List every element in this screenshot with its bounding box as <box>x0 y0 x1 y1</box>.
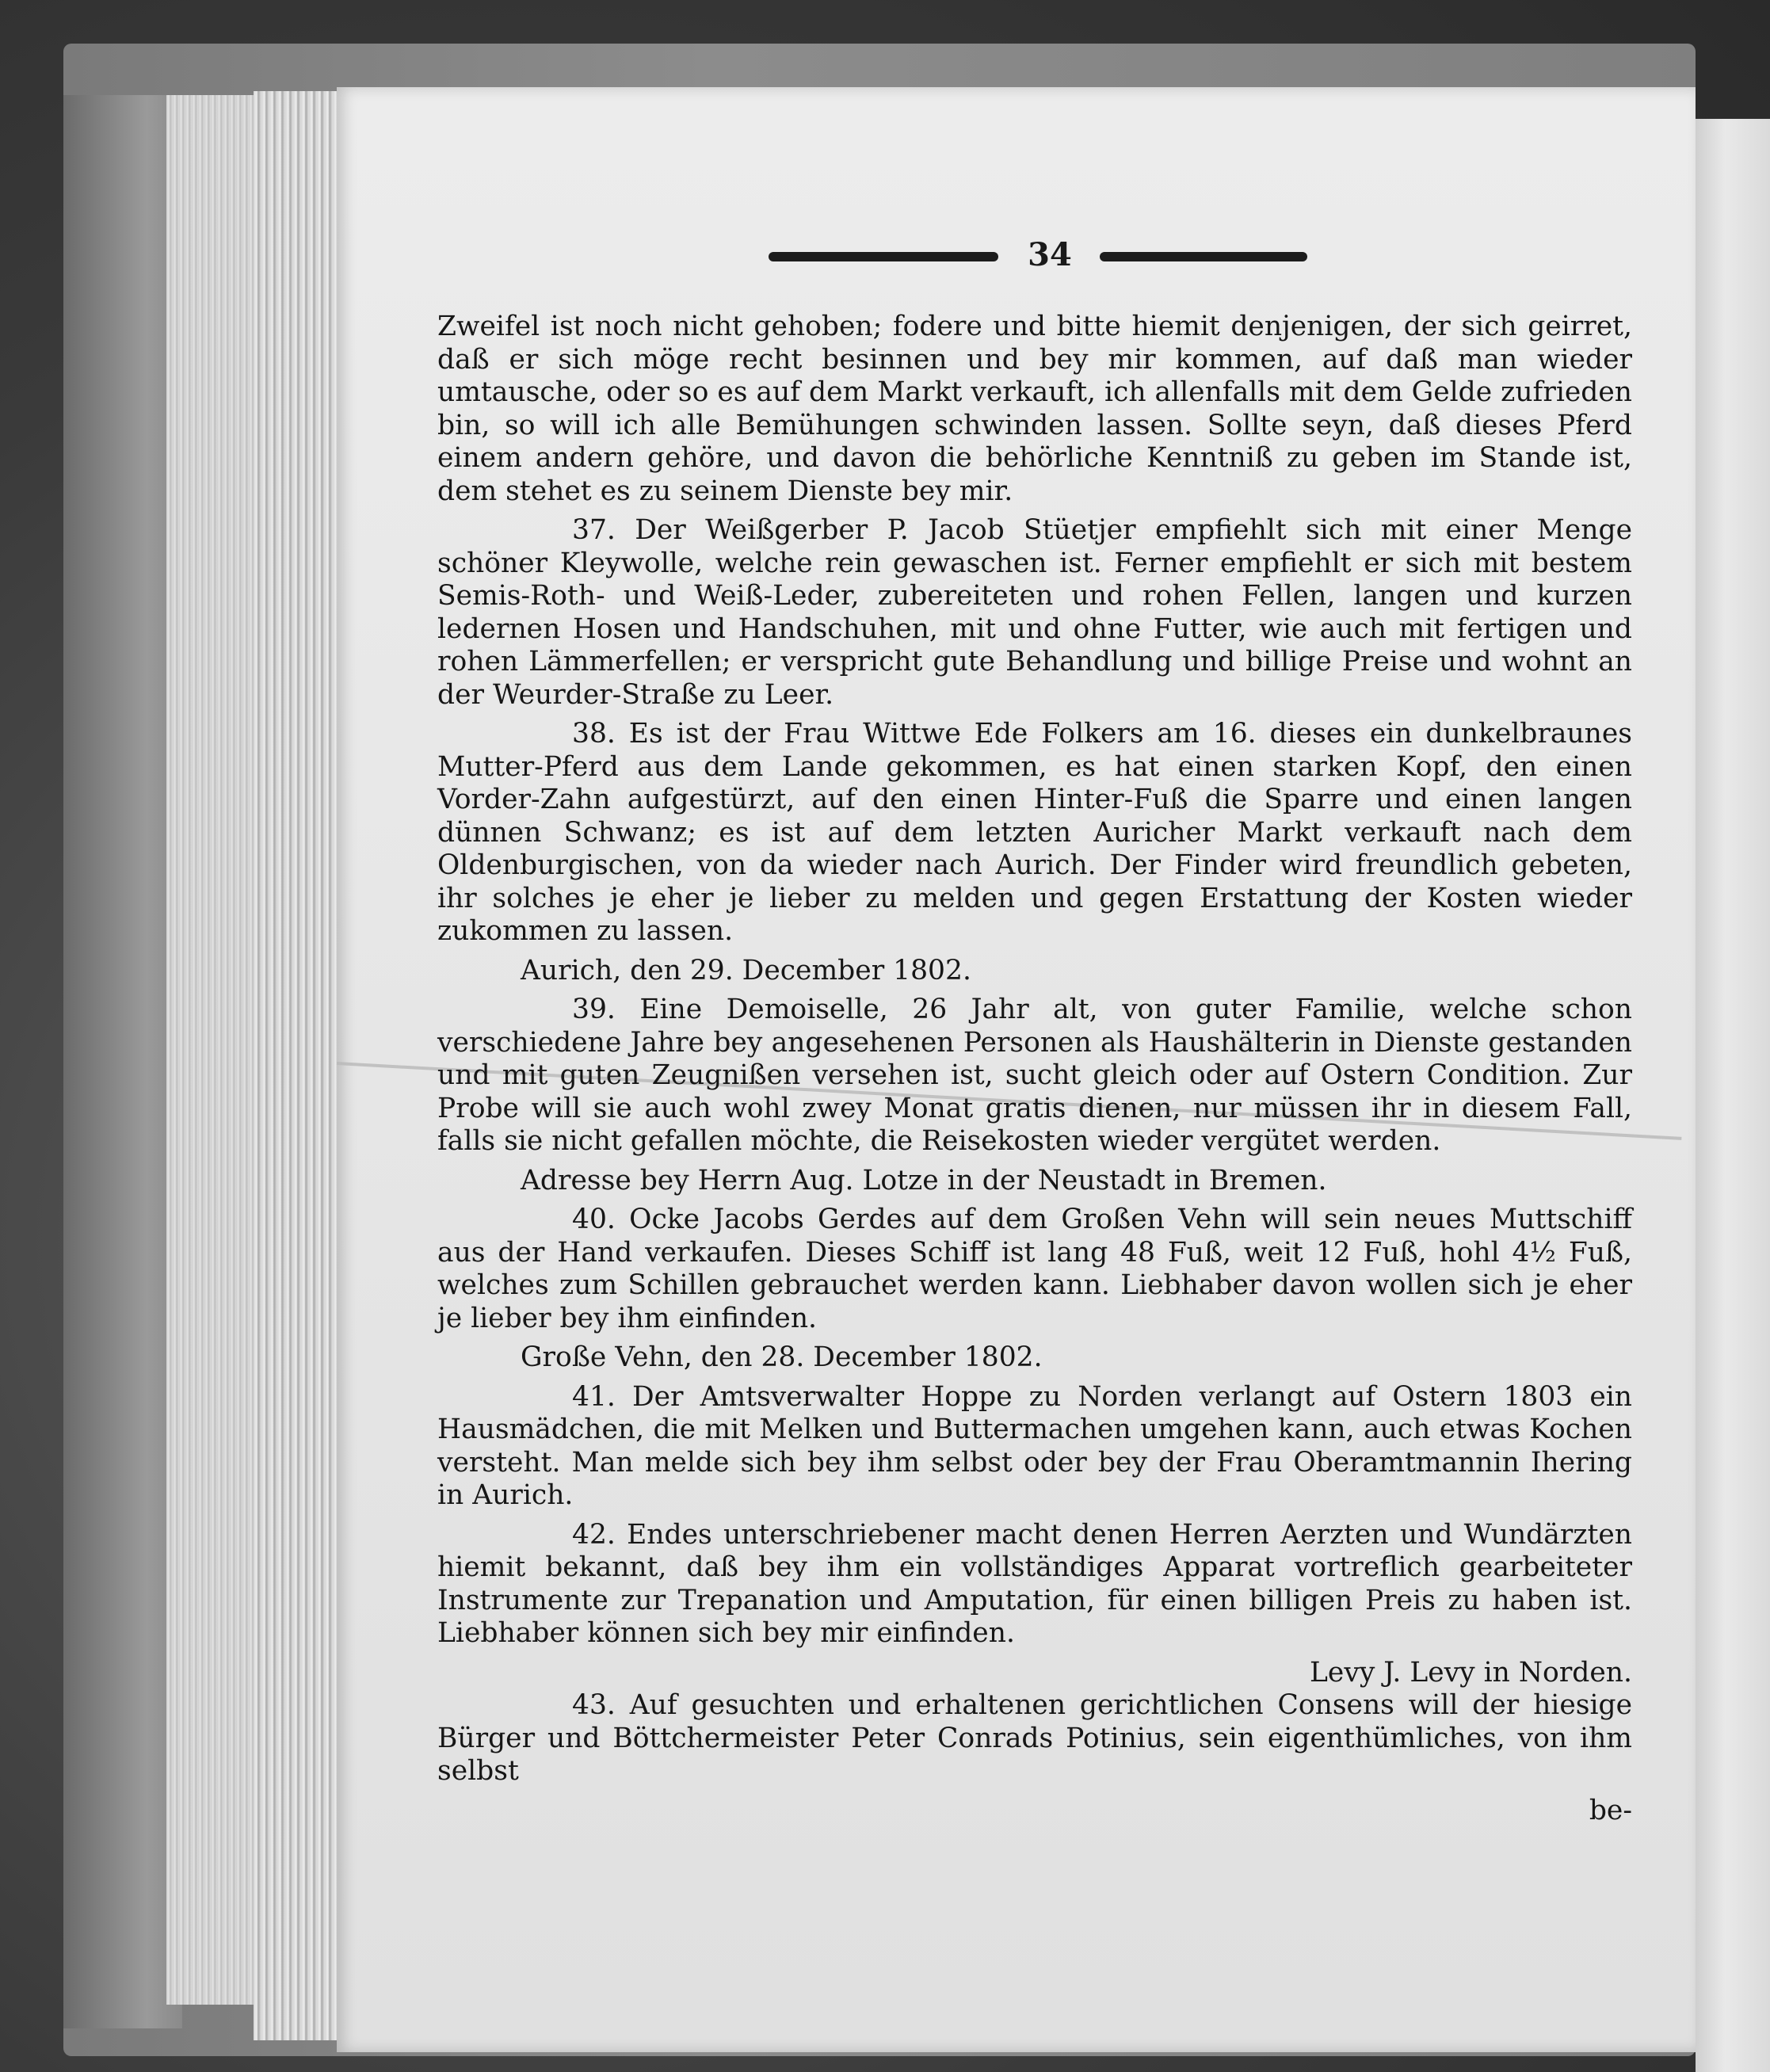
notice-43: 43. Auf gesuchten und erhaltenen gerichtlichen Consens will der hiesige Bürger und Böttchermeister Peter Conrads Potinius, sein eigenthümliches, von ihm selbst <box>437 1689 1632 1787</box>
book-spine <box>63 95 182 2028</box>
header-rule-right <box>1100 252 1307 261</box>
page-body <box>437 311 1632 1827</box>
facing-page-edge <box>1696 119 1770 2072</box>
dateline-aurich: Aurich, den 29. December 1802. <box>521 954 971 986</box>
page-edges <box>254 91 341 2040</box>
notice-39: 39. Eine Demoiselle, 26 Jahr alt, von guter Familie, welche schon verschiedene Jahre bey angesehenen Personen als Haushälterin in Dienste gestanden und mit guten Zeugnißen versehen ist, sucht gleich oder auf Ostern Condition. Zur Probe will sie auch wohl zwey Monat gratis dienen, nur müssen ihr in diesem Fall, falls sie nicht gefallen möchte, die Reisekosten wieder vergütet werden. <box>437 994 1632 1157</box>
paragraph-continued: Zweifel ist noch nicht gehoben; fodere und bitte hiemit denjenigen, der sich geirret, daß er sich möge recht besinnen und bey mir kommen, auf daß man wieder umtausche, oder so es auf dem Markt verkauft, ich allenfalls mit dem Gelde zufrieden bin, so will ich alle Bemühungen schwinden lassen. Sollte seyn, daß dieses Pferd einem andern gehöre, und davon die behörliche Kenntniß zu geben im Stande ist, dem stehet es zu seinem Dienste bey mir. <box>437 311 1632 507</box>
notice-38: 38. Es ist der Frau Wittwe Ede Folkers am 16. dieses ein dunkelbraunes Mutter-Pferd aus dem Lande gekommen, es hat einen starken Kopf, den einen Vorder-Zahn aufgestürzt, auf den einen Hinter-Fuß die Sparre und einen langen dünnen Schwanz; es ist auf dem letzten Auricher Markt verkauft nach dem Oldenburgischen, von da wieder nach Aurich. Der Finder wird freundlich gebeten, ihr solches je eher je lieber zu melden und gegen Erstattung der Kosten wieder zukommen zu lassen. <box>437 718 1632 947</box>
notice-40: 40. Ocke Jacobs Gerdes auf dem Großen Vehn will sein neues Muttschiff aus der Hand verkaufen. Dieses Schiff ist lang 48 Fuß, weit 12 Fuß, hohl 4½ Fuß, welches zum Schillen gebrauchet werden kann. Liebhaber davon wollen sich je eher je lieber bey ihm einfinden. <box>437 1204 1632 1334</box>
notice-37: 37. Der Weißgerber P. Jacob Stüetjer empfiehlt sich mit einer Menge schöner Kleywolle, welche rein gewaschen ist. Ferner empfiehlt er sich mit bestem Semis-Roth- und Weiß-Leder, zubereiteten und rohen Fellen, langen und kurzen ledernen Hosen und Handschuhen, mit und ohne Futter, wie auch mit fertigen und rohen Lämmerfellen; er verspricht gute Behandlung und billige Preise und wohnt an der Weurder-Straße zu Leer. <box>437 514 1632 711</box>
catchword-row <box>437 1795 1632 1828</box>
page-header <box>769 236 1331 276</box>
signature: Levy J. Levy in Norden. <box>1310 1656 1632 1689</box>
notice-41: 41. Der Amtsverwalter Hoppe zu Norden verlangt auf Ostern 1803 ein Hausmädchen, die mit Melken und Buttermachen umgehen kann, auch etwas Kochen versteht. Man melde sich bey ihm selbst oder bey der Frau Oberamtmannin Ihering in Aurich. <box>437 1380 1632 1511</box>
header-rule-left <box>769 252 998 261</box>
address-line: Adresse bey Herrn Aug. Lotze in der Neustadt in Bremen. <box>521 1164 1327 1196</box>
page-number: 34 <box>1028 236 1072 273</box>
catchword: be- <box>1589 1794 1632 1826</box>
signature-row <box>437 1657 1632 1690</box>
notice-42: 42. Endes unterschriebener macht denen Herren Aerzten und Wundärzten hiemit bekannt, daß bey ihm ein vollständiges Apparat vortreflich gearbeiteter Instrumente zur Trepanation und Amputation, für einen billigen Preis zu haben ist. Liebhaber können sich bey mir einfinden. <box>437 1518 1632 1649</box>
dateline-grosse-vehn: Große Vehn, den 28. December 1802. <box>521 1341 1043 1373</box>
page-stack <box>166 95 261 2005</box>
